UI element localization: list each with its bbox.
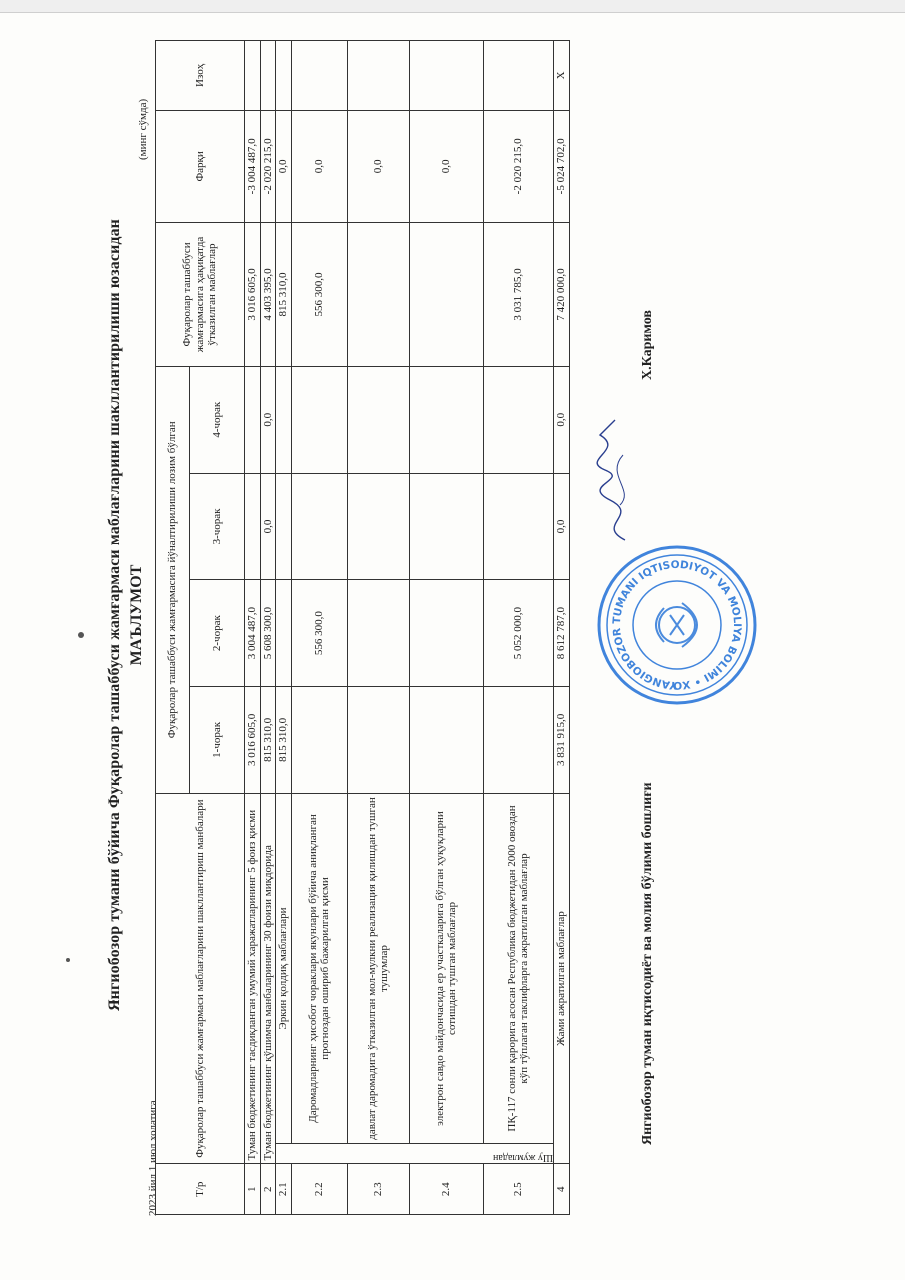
header-q1: 1-чорак	[190, 687, 245, 794]
cell-q2	[347, 580, 409, 687]
cell-actual	[347, 223, 409, 367]
cell-note	[260, 41, 276, 111]
cell-q3	[291, 473, 347, 580]
cell-q4: 0,0	[553, 366, 569, 473]
table-row-total	[553, 41, 569, 1215]
cell-source: Туман бюджетининг қўшимча манбаларининг 30 фоизи миқдорида	[260, 793, 276, 1164]
funding-table	[155, 40, 570, 1215]
cell-q1	[347, 687, 409, 794]
cell-num: 2.2	[291, 1164, 347, 1215]
cell-source: электрон савдо майдончасида ер участкаларига бўлган ҳуқуқларни сотишдан тушган маблағлар	[409, 793, 483, 1144]
cell-diff: 0,0	[276, 110, 292, 222]
cell-actual: 815 310,0	[276, 223, 292, 367]
document-unit: (минг сўмда)	[137, 98, 149, 160]
cell-source: ПҚ-117 сонли қарорига асосан Республика бюджетидан 2000 овоздан кўп тўплаган таклифларга ажратилган маблағлар	[483, 793, 553, 1144]
document-title: Янгиобозор тумани бўйича Фуқаролар ташаббуси жамғармаси маблағларини шакллантирилиши юзасидан	[106, 219, 123, 1012]
cell-source: давлат даромадига ўтказилган мол-мулкни реализация қилишдан тушган тушумлар	[347, 793, 409, 1144]
cell-q2: 3 004 487,0	[245, 580, 261, 687]
cell-q1: 815 310,0	[260, 687, 276, 794]
cell-q1: 815 310,0	[276, 687, 292, 794]
header-q3: 3-чорак	[190, 473, 245, 580]
header-diff: Фарқи	[156, 110, 245, 222]
cell-q1: 3 831 915,0	[553, 687, 569, 794]
shu-label-text: Шу жумладан	[492, 1152, 553, 1164]
cell-q3	[483, 473, 553, 580]
cell-q4	[291, 366, 347, 473]
cell-num: 2.4	[409, 1164, 483, 1215]
cell-q3	[245, 473, 261, 580]
table-row	[276, 41, 292, 1215]
cell-q1: 3 016 605,0	[245, 687, 261, 794]
cell-q2: 8 612 787,0	[553, 580, 569, 687]
header-note: Изоҳ	[156, 41, 245, 111]
cell-num: 4	[553, 1164, 569, 1215]
cell-note	[483, 41, 553, 111]
cell-diff: 0,0	[291, 110, 347, 222]
document-date: 2023 йил 1 июл холатига	[147, 1100, 159, 1216]
cell-num: 2.5	[483, 1164, 553, 1215]
cell-source: Жами ажратилган маблағлар	[553, 793, 569, 1164]
cell-actual: 7 420 000,0	[553, 223, 569, 367]
cell-num: 1	[245, 1164, 261, 1215]
cell-source: Туман бюджетининг тасдиқланган умумий харажатларининг 5 фоиз қисми	[245, 793, 261, 1164]
cell-note: Х	[553, 41, 569, 111]
cell-source: Эркин қолдиқ маблағлари	[276, 793, 292, 1144]
cell-q1	[291, 687, 347, 794]
stamp-text: YANGIOBOZOR TUMANI IQTISODIYOT VA MOLIYA BOLIMI • XO	[610, 558, 744, 692]
cell-actual: 3 031 785,0	[483, 223, 553, 367]
table-row	[483, 41, 553, 1215]
cell-note	[291, 41, 347, 111]
cell-q3: 0,0	[553, 473, 569, 580]
table-row	[245, 41, 261, 1215]
cell-q1	[409, 687, 483, 794]
cell-q3	[347, 473, 409, 580]
cell-diff: -3 004 487,0	[245, 110, 261, 222]
table-row	[260, 41, 276, 1215]
cell-num: 2.3	[347, 1164, 409, 1215]
cell-q4	[347, 366, 409, 473]
cell-q4	[245, 366, 261, 473]
table-row	[409, 41, 483, 1215]
cell-actual: 556 300,0	[291, 223, 347, 367]
cell-q2	[276, 580, 292, 687]
signatory-name: Х.Каримов	[640, 310, 655, 380]
header-row-1	[156, 41, 190, 1215]
signature-scribble	[585, 415, 645, 545]
cell-note	[409, 41, 483, 111]
cell-q2: 5 052 000,0	[483, 580, 553, 687]
cell-note	[276, 41, 292, 111]
header-q2: 2-чорак	[190, 580, 245, 687]
signatory-position: Янгиобозор туман иқтисодиёт ва молия бўлими бошлиғи	[640, 782, 655, 1145]
cell-q3: 0,0	[260, 473, 276, 580]
cell-source: Даромадларнинг ҳисобот чораклари якунлари бўйича аниқланган прогноздан ошириб бажарилган қисми	[291, 793, 347, 1144]
cell-actual: 4 403 395,0	[260, 223, 276, 367]
document-subtitle: МАЪЛУМОТ	[128, 564, 145, 666]
cell-q1	[483, 687, 553, 794]
cell-shu-label	[276, 1144, 554, 1164]
cell-diff: -2 020 215,0	[483, 110, 553, 222]
table-row	[347, 41, 409, 1215]
table-row	[291, 41, 347, 1215]
cell-note	[347, 41, 409, 111]
cell-q4	[409, 366, 483, 473]
header-q4: 4-чорак	[190, 366, 245, 473]
cell-num: 2.1	[276, 1164, 292, 1215]
header-source: Фуқаролар ташаббуси жамғармаси маблағларини шакллантириш манбалари	[156, 793, 245, 1164]
cell-q2: 5 608 300,0	[260, 580, 276, 687]
cell-q4: 0,0	[260, 366, 276, 473]
header-group: Фуқаролар ташаббуси жамғармасига йўналтирилиши лозим бўлган	[156, 366, 190, 793]
cell-q2: 556 300,0	[291, 580, 347, 687]
cell-q4	[483, 366, 553, 473]
cell-diff: -5 024 702,0	[553, 110, 569, 222]
cell-note	[245, 41, 261, 111]
cell-q3	[409, 473, 483, 580]
cell-diff: -2 020 215,0	[260, 110, 276, 222]
cell-actual: 3 016 605,0	[245, 223, 261, 367]
cell-actual	[409, 223, 483, 367]
header-actual: Фуқаролар ташаббуси жамғармасига ҳақиқатда ўтказилган маблағлар	[156, 223, 245, 367]
cell-num: 2	[260, 1164, 276, 1215]
cell-q2	[409, 580, 483, 687]
cell-q4	[276, 366, 292, 473]
header-num: Т/р	[156, 1164, 245, 1215]
cell-diff: 0,0	[347, 110, 409, 222]
cell-diff: 0,0	[409, 110, 483, 222]
cell-q3	[276, 473, 292, 580]
